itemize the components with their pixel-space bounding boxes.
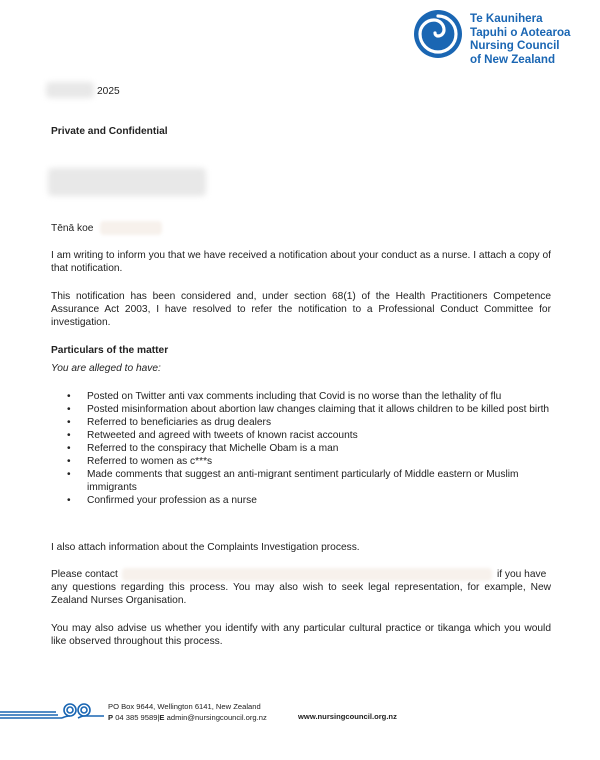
logo-line-3: Nursing Council xyxy=(470,39,560,52)
allegation-item: • Confirmed your profession as a nurse xyxy=(51,494,556,507)
contact-rest: any questions regarding this process. You may also wish to seek legal representation, for example, New Zealand Nurses Organisation. xyxy=(51,582,551,606)
logo-line-4: of New Zealand xyxy=(470,52,556,66)
logo-line-1: Te Kaunihera xyxy=(470,12,543,25)
paragraph-notification: I am writing to inform you that we have received a notification about your conduct as a nurse. I attach a copy of that notification. xyxy=(51,250,551,274)
phone-label: P xyxy=(108,713,114,722)
allegation-item: • Posted on Twitter anti vax comments including that Covid is no worse than the lethality of flu xyxy=(51,390,556,403)
redacted-recipient xyxy=(48,168,206,196)
wave-pattern-icon xyxy=(0,698,104,722)
confidential-label: Private and Confidential xyxy=(51,126,168,137)
greeting: Tēnā koe xyxy=(51,223,94,234)
allegation-item: • Posted misinformation about abortion law changes claiming that it allows children to be killed post birth xyxy=(51,403,556,416)
alleged-intro: You are alleged to have: xyxy=(51,363,161,374)
paragraph-referral: This notification has been considered and, under section 68(1) of the Health Practitioners Competence Assurance Act 2003, I have resolved to refer the notification to a Professional Conduct Committee for investigation. xyxy=(51,291,551,328)
contact-end: if you have xyxy=(497,569,547,580)
allegation-item: • Retweeted and agreed with tweets of known racist accounts xyxy=(51,429,556,442)
particulars-heading: Particulars of the matter xyxy=(51,345,169,356)
closing-paragraph: You may also advise us whether you identify with any particular cultural practice or tikanga which you would like observed throughout this process. xyxy=(51,623,551,647)
redacted-date xyxy=(46,82,94,98)
redacted-contact-name xyxy=(122,568,492,581)
date-year: 2025 xyxy=(97,86,120,97)
allegation-item: • Referred to the conspiracy that Michelle Obam is a man xyxy=(51,442,556,455)
redacted-recipient-name xyxy=(100,221,162,235)
logo-line-2: Tapuhi o Aotearoa xyxy=(470,25,571,39)
footer-contact xyxy=(108,701,267,723)
allegation-item: • Made comments that suggest an anti-migrant sentiment particularly of Middle eastern or Muslim immigrants xyxy=(51,468,556,494)
allegation-item: • Referred to beneficiaries as drug dealers xyxy=(51,416,556,429)
footer-address: PO Box 9644, Wellington 6141, New Zealand xyxy=(108,702,261,711)
footer-separator: | xyxy=(157,713,160,722)
council-logo xyxy=(412,8,582,68)
allegation-item: • Referred to women as c***s xyxy=(51,455,556,468)
contact-start: Please contact xyxy=(51,569,118,580)
email-label: E xyxy=(159,713,165,722)
koru-spiral-icon xyxy=(412,8,464,60)
footer-phone: 04 385 9589 xyxy=(115,713,158,722)
attach-info: I also attach information about the Complaints Investigation process. xyxy=(51,542,360,553)
footer-email[interactable]: admin@nursingcouncil.org.nz xyxy=(166,713,267,722)
allegations-list xyxy=(51,390,556,507)
footer-website[interactable]: www.nursingcouncil.org.nz xyxy=(298,712,397,721)
